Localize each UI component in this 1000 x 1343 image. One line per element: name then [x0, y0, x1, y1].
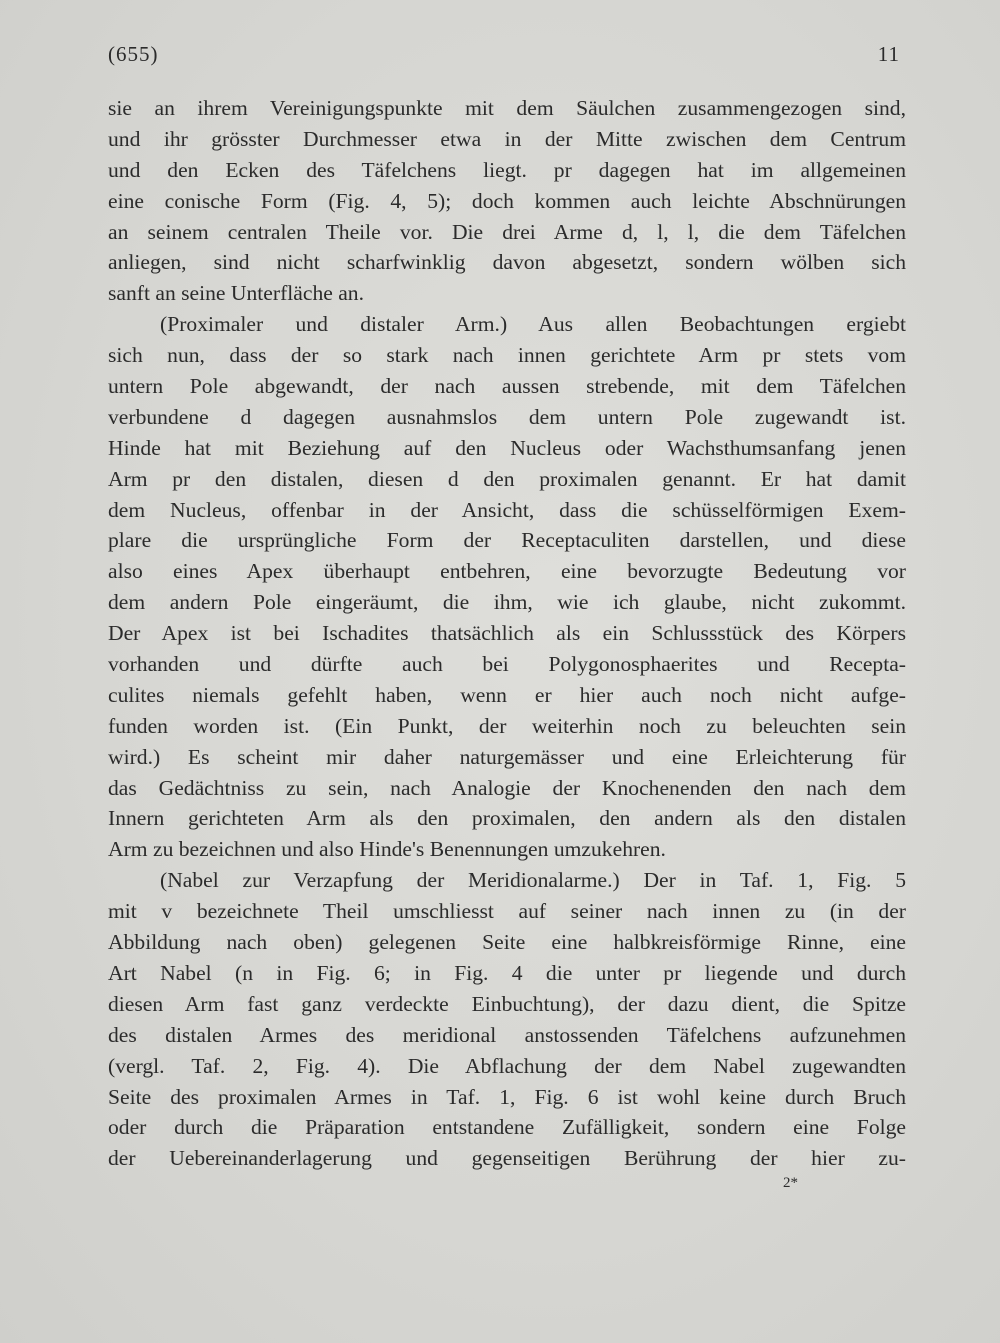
text-line: der Uebereinanderlagerung und gegenseitigen Berührung der hier zu-: [108, 1146, 906, 1171]
page-number: 11: [877, 42, 900, 66]
text-line: Seite des proximalen Armes in Taf. 1, Fig. 6 ist wohl keine durch Bruch: [108, 1084, 906, 1109]
text-line: an seinem centralen Theile vor. Die drei Arme d, l, l, die dem Täfelchen: [108, 219, 906, 244]
page-number-bracketed: (655): [108, 42, 159, 66]
text-line: sie an ihrem Vereinigungspunkte mit dem Säulchen zusammengezogen sind,: [108, 96, 906, 120]
text-line: Art Nabel (n in Fig. 6; in Fig. 4 die unter pr liegende und durch: [108, 960, 906, 985]
text-line: funden worden ist. (Ein Punkt, der weiterhin noch zu beleuchten sein: [108, 713, 906, 738]
text-line: eine conische Form (Fig. 4, 5); doch kommen auch leichte Abschnürungen: [108, 188, 906, 213]
text-line: sich nun, dass der so stark nach innen gerichtete Arm pr stets vom: [108, 343, 906, 368]
text-line: mit v bezeichnete Theil umschliesst auf seiner nach innen zu (in der: [108, 899, 906, 924]
text-line: Arm pr den distalen, diesen d den proximalen genannt. Er hat damit: [108, 466, 906, 491]
text-line: dem Nucleus, offenbar in der Ansicht, dass die schüsselförmigen Exem-: [108, 497, 906, 522]
text-line: culites niemals gefehlt haben, wenn er hier auch noch nicht aufge-: [108, 682, 906, 707]
text-line: verbundene d dagegen ausnahmslos dem untern Pole zugewandt ist.: [108, 404, 906, 429]
text-line: anliegen, sind nicht scharfwinklig davon abgesetzt, sondern wölben sich: [108, 250, 906, 275]
text-line: das Gedächtniss zu sein, nach Analogie der Knochenenden den nach dem: [108, 775, 906, 800]
text-line: und den Ecken des Täfelchens liegt. pr dagegen hat im allgemeinen: [108, 157, 906, 182]
text-line: Innern gerichteten Arm als den proximalen, den andern als den distalen: [108, 806, 906, 831]
text-line: vorhanden und dürfte auch bei Polygonosphaerites und Recepta-: [108, 652, 906, 677]
text-line: Arm zu bezeichnen und also Hinde's Benennungen umzukehren.: [108, 837, 666, 862]
text-line: sanft an seine Unterfläche an.: [108, 281, 365, 306]
text-line: untern Pole abgewandt, der nach aussen strebende, mit dem Täfelchen: [108, 374, 906, 399]
text-line: also eines Apex überhaupt entbehren, eine bevorzugte Bedeutung vor: [108, 559, 906, 584]
text-line: diesen Arm fast ganz verdeckte Einbuchtung), der dazu dient, die Spitze: [108, 991, 906, 1016]
text-line: (vergl. Taf. 2, Fig. 4). Die Abflachung der dem Nabel zugewandten: [108, 1053, 906, 1078]
text-line: Hinde hat mit Beziehung auf den Nucleus oder Wachsthumsanfang jenen: [108, 435, 906, 460]
text-line: (Nabel zur Verzapfung der Meridionalarme.) Der in Taf. 1, Fig. 5: [160, 868, 906, 893]
signature-mark: 2*: [783, 1175, 798, 1191]
text-line: Abbildung nach oben) gelegenen Seite eine halbkreisförmige Rinne, eine: [108, 930, 906, 955]
text-line: Der Apex ist bei Ischadites thatsächlich als ein Schlussstück des Körpers: [108, 621, 906, 646]
text-line: oder durch die Präparation entstandene Zufälligkeit, sondern eine Folge: [108, 1115, 906, 1140]
text-line: dem andern Pole eingeräumt, die ihm, wie ich glaube, nicht zukommt.: [108, 590, 906, 615]
body-text: [108, 93, 906, 1174]
text-line: und ihr grösster Durchmesser etwa in der Mitte zwischen dem Centrum: [108, 126, 906, 151]
text-line: des distalen Armes des meridional anstossenden Täfelchens aufzunehmen: [108, 1022, 906, 1047]
text-line: (Proximaler und distaler Arm.) Aus allen Beobachtungen ergiebt: [160, 312, 906, 337]
text-line: plare die ursprüngliche Form der Receptaculiten darstellen, und diese: [108, 528, 906, 553]
text-line: wird.) Es scheint mir daher naturgemässer und eine Erleichterung für: [108, 744, 906, 769]
